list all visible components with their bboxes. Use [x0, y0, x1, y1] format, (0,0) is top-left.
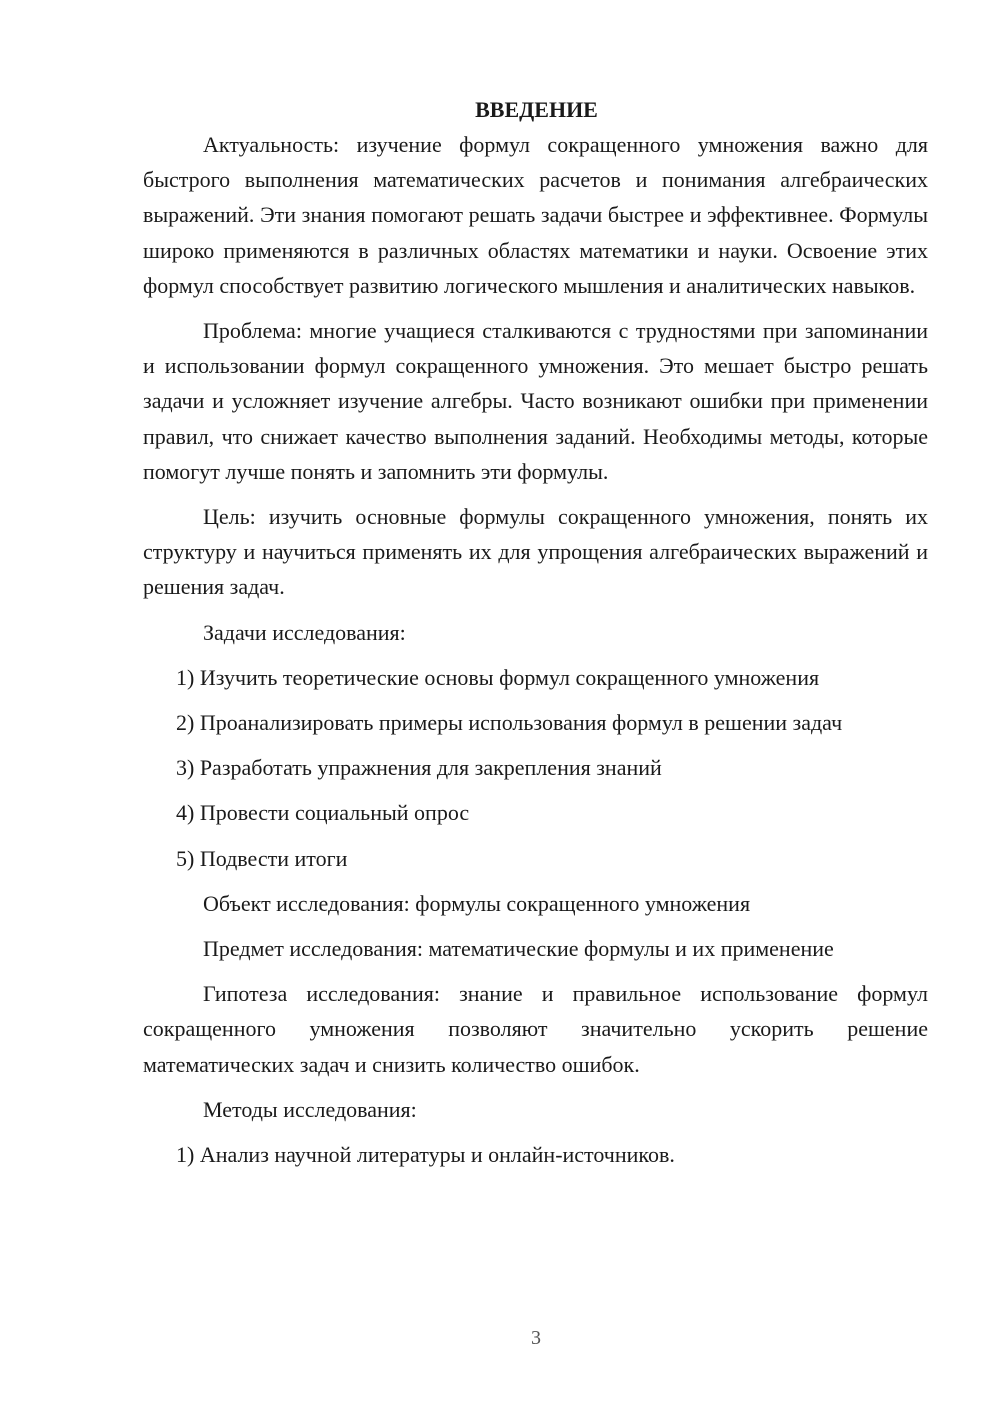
- paragraph-object: Объект исследования: формулы сокращенного умножения: [203, 890, 751, 916]
- task-item-1: 1) Изучить теоретические основы формул сокращенного умножения: [176, 664, 820, 690]
- method-item-1: 1) Анализ научной литературы и онлайн-источников.: [176, 1142, 675, 1168]
- page-number: 3: [531, 1327, 541, 1349]
- paragraph-hypothesis: Гипотеза исследования: знание и правильное использование формул сокращенного умножения позволяют значительно ускорить решение математических задач и снизить количество ошибок.: [143, 981, 928, 1077]
- paragraph-subject: Предмет исследования: математические формулы и их применение: [203, 936, 834, 962]
- paragraph-problem: Проблема: многие учащиеся сталкиваются с трудностями при запоминании и использовании формул сокращенного умножения. Это мешает быстро решать задачи и усложняет изучение алгебры. Часто возникают ошибки при применении правил, что снижает качество выполнения заданий. Необходимы методы, которые помогут лучше понять и запомнить эти формулы.: [143, 318, 928, 484]
- task-item-4: 4) Провести социальный опрос: [176, 800, 470, 826]
- task-item-2: 2) Проанализировать примеры использования формул в решении задач: [176, 710, 843, 736]
- tasks-heading: Задачи исследования:: [203, 619, 406, 645]
- page-title: ВВЕДЕНИЕ: [475, 97, 598, 122]
- methods-heading: Методы исследования:: [203, 1096, 417, 1122]
- task-item-3: 3) Разработать упражнения для закрепления знаний: [176, 755, 662, 781]
- document-page: [143, 92, 928, 1182]
- task-item-5: 5) Подвести итоги: [176, 845, 348, 871]
- paragraph-relevance: Актуальность: изучение формул сокращенного умножения важно для быстрого выполнения математических расчетов и понимания алгебраических выражений. Эти знания помогают решать задачи быстрее и эффективнее. Формулы широко применяются в различных областях математики и науки. Освоение этих формул способствует развитию логического мышления и аналитических навыков.: [143, 132, 928, 298]
- paragraph-goal: Цель: изучить основные формулы сокращенного умножения, понять их структуру и научиться применять их для упрощения алгебраических выражений и решения задач.: [143, 504, 928, 600]
